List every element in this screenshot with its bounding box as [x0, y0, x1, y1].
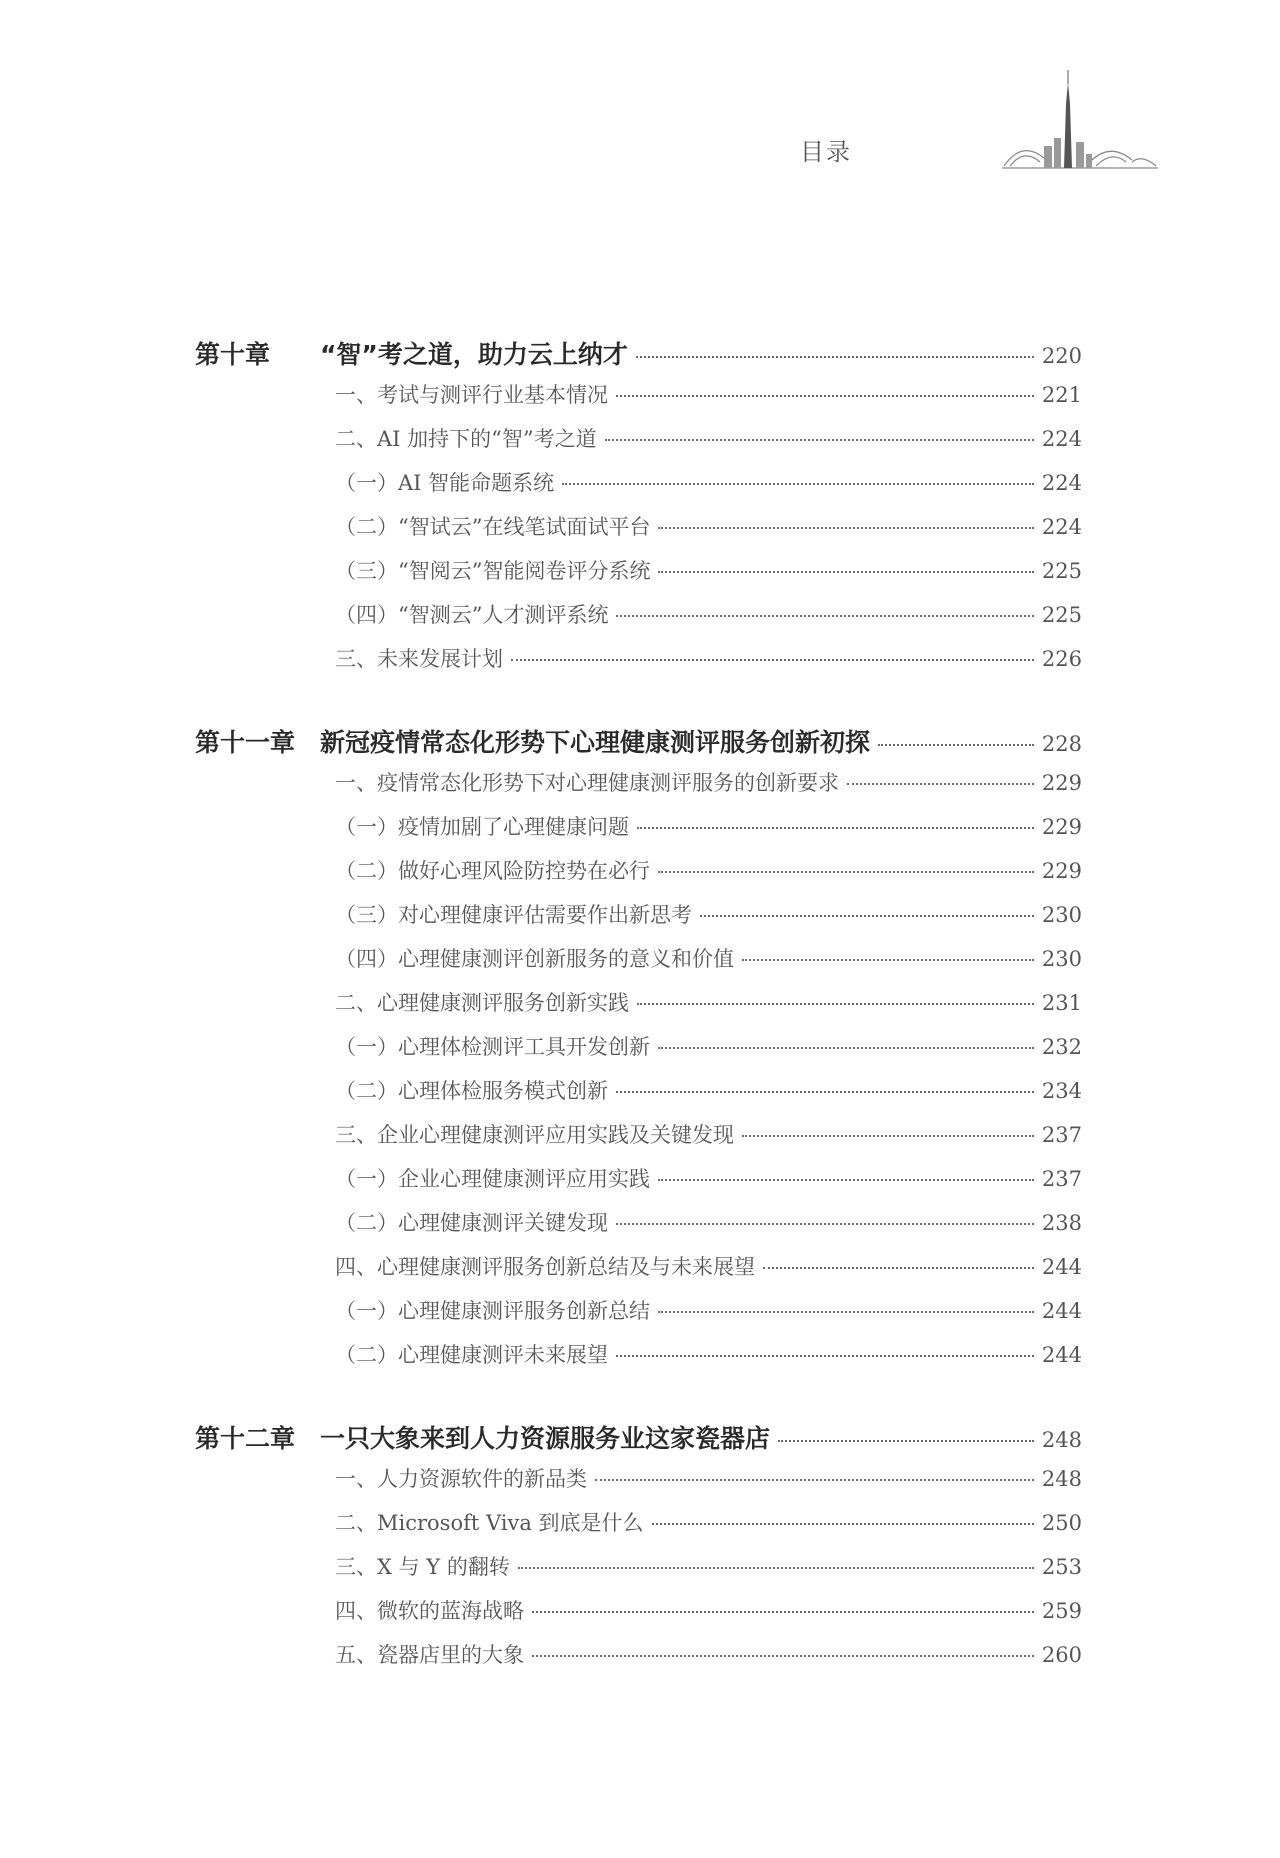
header-title: 目录	[800, 138, 852, 166]
entry-title: （二）心理健康测评未来展望	[335, 1343, 608, 1367]
entry-title: （二）心理体检服务模式创新	[335, 1079, 608, 1103]
toc-entry[interactable]	[195, 987, 1082, 1031]
entry-page-number: 229	[1041, 815, 1082, 839]
entry-title: （二）做好心理风险防控势在必行	[335, 859, 650, 883]
dot-leader	[562, 483, 1034, 485]
entry-page-number: 221	[1041, 383, 1082, 407]
entry-page-number: 229	[1041, 859, 1082, 883]
toc-entry[interactable]	[195, 899, 1082, 943]
toc-entry[interactable]	[195, 555, 1082, 599]
dot-leader	[616, 395, 1034, 397]
toc-entry[interactable]	[195, 1507, 1082, 1551]
dot-leader	[636, 356, 1034, 358]
entry-page-number: 225	[1041, 603, 1082, 627]
dot-leader	[658, 527, 1033, 529]
toc-entry[interactable]	[195, 1339, 1082, 1383]
entry-title: （二）心理健康测评关键发现	[335, 1211, 608, 1235]
entry-title: （四）“智测云”人才测评系统	[335, 603, 609, 627]
dot-leader	[616, 1223, 1034, 1225]
chapter-page-number: 228	[1041, 732, 1082, 756]
toc-entry[interactable]	[195, 467, 1082, 511]
dot-leader	[878, 744, 1034, 746]
table-of-contents	[195, 335, 1082, 1719]
entry-title: （三）对心理健康评估需要作出新思考	[335, 903, 692, 927]
entry-title: 一、疫情常态化形势下对心理健康测评服务的创新要求	[335, 771, 839, 795]
toc-entry[interactable]	[195, 943, 1082, 987]
chapter-heading[interactable]	[195, 1419, 1082, 1463]
chapter-number: 第十二章	[195, 1424, 296, 1453]
chapter-heading[interactable]	[195, 335, 1082, 379]
toc-entry[interactable]	[195, 1463, 1082, 1507]
dot-leader	[616, 615, 1033, 617]
toc-entry[interactable]	[195, 423, 1082, 467]
entry-title: （一）AI 智能命题系统	[335, 471, 555, 495]
city-skyline-icon	[1000, 70, 1160, 180]
dot-leader	[637, 827, 1034, 829]
dot-leader	[532, 1655, 1034, 1657]
entry-page-number: 253	[1041, 1555, 1082, 1579]
page-header	[800, 70, 1160, 180]
entry-title: 一、人力资源软件的新品类	[335, 1467, 587, 1491]
dot-leader	[778, 1440, 1034, 1442]
toc-entry[interactable]	[195, 1251, 1082, 1295]
entry-page-number: 248	[1041, 1467, 1082, 1491]
dot-leader	[847, 783, 1034, 785]
entry-page-number: 237	[1041, 1167, 1082, 1191]
entry-title: 二、心理健康测评服务创新实践	[335, 991, 629, 1015]
dot-leader	[652, 1523, 1034, 1525]
entry-page-number: 259	[1041, 1599, 1082, 1623]
entry-title: 二、Microsoft Viva 到底是什么	[335, 1511, 644, 1535]
entry-page-number: 231	[1041, 991, 1082, 1015]
toc-entry[interactable]	[195, 511, 1082, 555]
chapter-block	[195, 723, 1082, 1383]
dot-leader	[658, 1047, 1034, 1049]
toc-entry[interactable]	[195, 643, 1082, 687]
dot-leader	[532, 1611, 1034, 1613]
toc-entry[interactable]	[195, 1031, 1082, 1075]
dot-leader	[518, 1567, 1034, 1569]
entry-title: 二、AI 加持下的“智”考之道	[335, 427, 597, 451]
toc-entry[interactable]	[195, 1207, 1082, 1251]
entry-page-number: 232	[1041, 1035, 1082, 1059]
toc-entry[interactable]	[195, 767, 1082, 811]
toc-entry[interactable]	[195, 1639, 1082, 1683]
entry-title: （四）心理健康测评创新服务的意义和价值	[335, 947, 734, 971]
entry-title: 五、瓷器店里的大象	[335, 1643, 524, 1667]
entry-title: 三、未来发展计划	[335, 647, 503, 671]
entry-page-number: 234	[1041, 1079, 1082, 1103]
entry-page-number: 226	[1041, 647, 1082, 671]
entry-page-number: 224	[1041, 471, 1082, 495]
entry-page-number: 244	[1041, 1255, 1082, 1279]
dot-leader	[616, 1355, 1034, 1357]
entry-page-number: 224	[1041, 515, 1082, 539]
chapter-page-number: 220	[1041, 344, 1082, 368]
entry-title: （一）心理体检测评工具开发创新	[335, 1035, 650, 1059]
entry-title: 三、企业心理健康测评应用实践及关键发现	[335, 1123, 734, 1147]
entry-page-number: 250	[1041, 1511, 1082, 1535]
chapter-title: 一只大象来到人力资源服务业这家瓷器店	[320, 1424, 771, 1453]
entry-page-number: 224	[1041, 427, 1082, 451]
toc-entry[interactable]	[195, 1551, 1082, 1595]
entry-title: （一）企业心理健康测评应用实践	[335, 1167, 650, 1191]
entry-page-number: 230	[1041, 903, 1082, 927]
dot-leader	[658, 1179, 1034, 1181]
entry-page-number: 260	[1041, 1643, 1082, 1667]
chapter-title: “智”考之道，助力云上纳才	[320, 340, 628, 369]
dot-leader	[595, 1479, 1034, 1481]
entry-page-number: 229	[1041, 771, 1082, 795]
dot-leader	[742, 959, 1034, 961]
toc-entry[interactable]	[195, 1595, 1082, 1639]
dot-leader	[511, 659, 1034, 661]
toc-entry[interactable]	[195, 811, 1082, 855]
toc-entry[interactable]	[195, 599, 1082, 643]
toc-entry[interactable]	[195, 1119, 1082, 1163]
chapter-block	[195, 335, 1082, 687]
entry-page-number: 244	[1041, 1299, 1082, 1323]
entry-title: 四、微软的蓝海战略	[335, 1599, 524, 1623]
chapter-page-number: 248	[1041, 1428, 1082, 1452]
toc-entry[interactable]	[195, 855, 1082, 899]
entry-title: （一）心理健康测评服务创新总结	[335, 1299, 650, 1323]
toc-entry[interactable]	[195, 379, 1082, 423]
chapter-title: 新冠疫情常态化形势下心理健康测评服务创新初探	[320, 728, 871, 757]
toc-entry[interactable]	[195, 1075, 1082, 1119]
chapter-number: 第十章	[195, 340, 271, 369]
entry-title: 一、考试与测评行业基本情况	[335, 383, 608, 407]
chapter-heading[interactable]	[195, 723, 1082, 767]
dot-leader	[605, 439, 1034, 441]
dot-leader	[742, 1135, 1034, 1137]
entry-page-number: 230	[1041, 947, 1082, 971]
entry-title: 四、心理健康测评服务创新总结及与未来展望	[335, 1255, 755, 1279]
toc-entry[interactable]	[195, 1295, 1082, 1339]
entry-page-number: 225	[1041, 559, 1082, 583]
dot-leader	[763, 1267, 1034, 1269]
dot-leader	[658, 871, 1034, 873]
chapter-number: 第十一章	[195, 728, 296, 757]
entry-title: （一）疫情加剧了心理健康问题	[335, 815, 629, 839]
dot-leader	[658, 571, 1033, 573]
entry-title: （二）“智试云”在线笔试面试平台	[335, 515, 651, 539]
dot-leader	[637, 1003, 1034, 1005]
entry-title: 三、X 与 Y 的翻转	[335, 1555, 510, 1579]
entry-page-number: 244	[1041, 1343, 1082, 1367]
entry-title: （三）“智阅云”智能阅卷评分系统	[335, 559, 651, 583]
dot-leader	[658, 1311, 1034, 1313]
chapter-block	[195, 1419, 1082, 1683]
dot-leader	[616, 1091, 1034, 1093]
toc-entry[interactable]	[195, 1163, 1082, 1207]
entry-page-number: 238	[1041, 1211, 1082, 1235]
dot-leader	[700, 915, 1034, 917]
entry-page-number: 237	[1041, 1123, 1082, 1147]
